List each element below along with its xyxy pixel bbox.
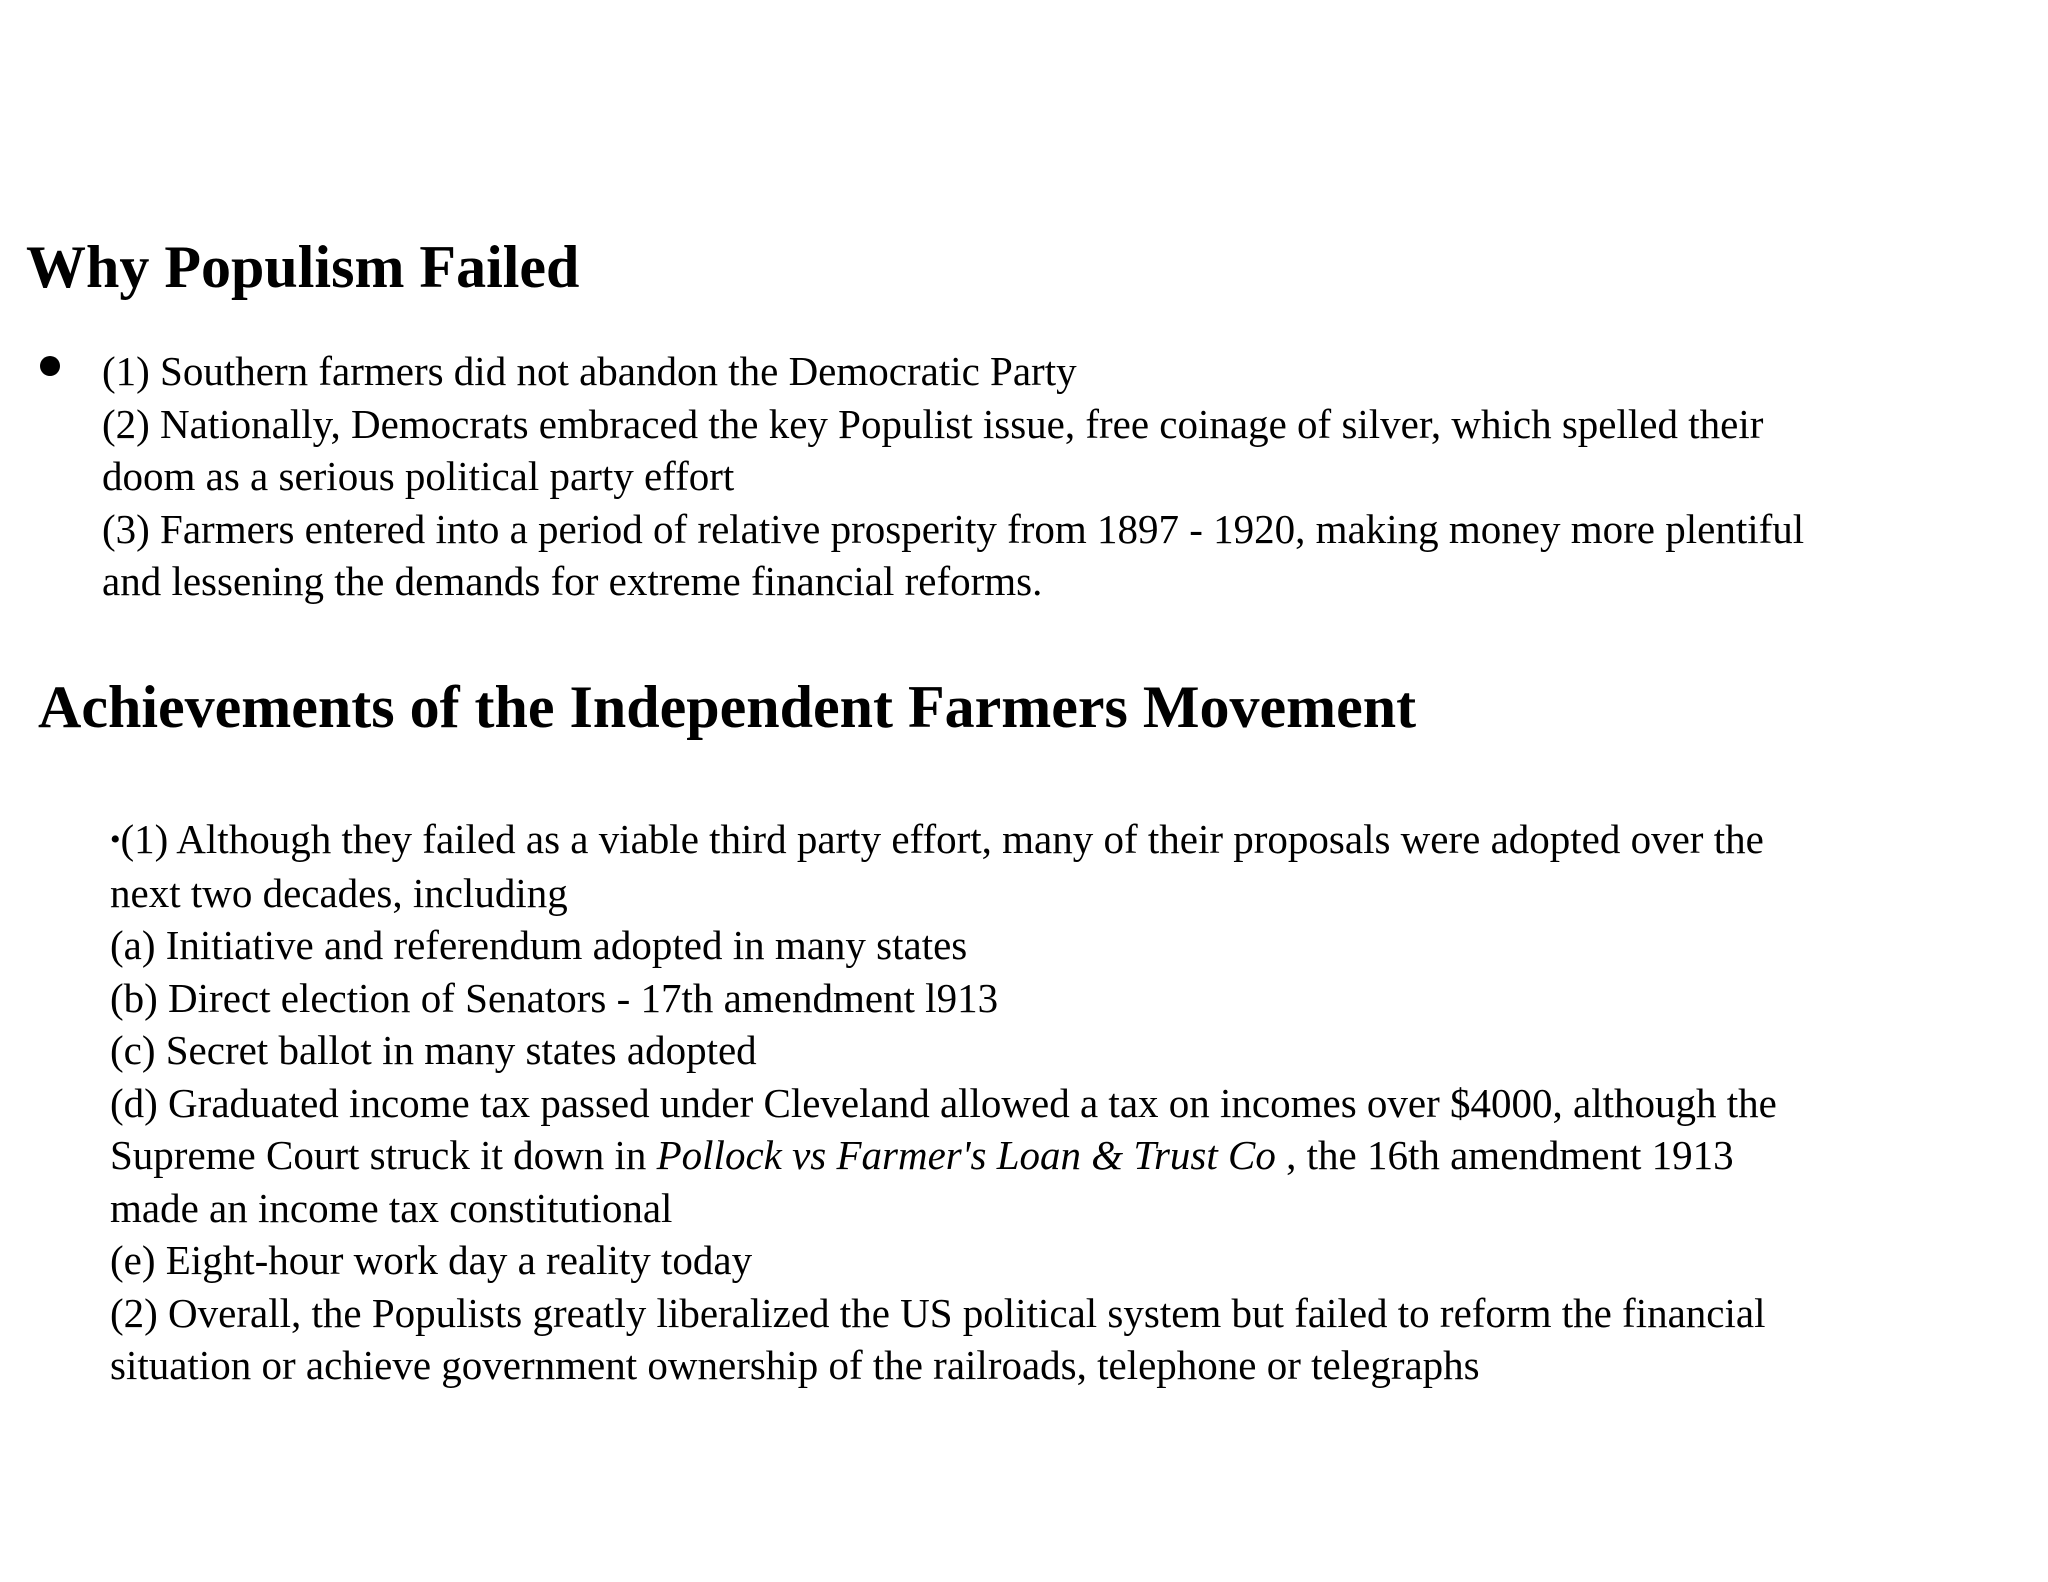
achievement-line: (a) Initiative and referendum adopted in many states	[110, 922, 968, 968]
reason-line: (1) Southern farmers did not abandon the Democratic Party	[102, 348, 1077, 394]
section-title-why-populism-failed: Why Populism Failed	[26, 234, 580, 300]
achievements-list	[110, 813, 2040, 1392]
achievement-line: (d) Graduated income tax passed under Cleveland allowed a tax on incomes over $4000, although the	[110, 1079, 1777, 1126]
reason-line: and lessening the demands for extreme financial reforms.	[102, 558, 1043, 604]
achievement-line: made an income tax constitutional	[110, 1184, 673, 1231]
achievement-line: (2) Overall, the Populists greatly liberalized the US political system but failed to reform the financial	[110, 1289, 1766, 1336]
achievement-line: next two decades, including	[110, 869, 568, 916]
reason-line: doom as a serious political party effort	[102, 453, 735, 499]
why-populism-failed-list	[102, 345, 2042, 608]
achievement-line	[110, 813, 2040, 867]
bullet-icon: •	[110, 823, 121, 856]
achievement-text: (1) Although they failed as a viable third party effort, many of their proposals were adopted over the	[120, 816, 1764, 862]
achievement-text: Supreme Court struck it down in	[110, 1132, 657, 1178]
bullet-icon	[40, 356, 60, 376]
achievement-line: (e) Eight-hour work day a reality today	[110, 1237, 753, 1283]
achievement-line: situation or achieve government ownership of the railroads, telephone or telegraphs	[110, 1342, 1480, 1388]
achievement-line: (b) Direct election of Senators - 17th amendment l913	[110, 974, 999, 1021]
achievement-line	[110, 1129, 2040, 1182]
section-title-achievements: Achievements of the Independent Farmers Movement	[38, 674, 1417, 740]
reason-line: (2) Nationally, Democrats embraced the key Populist issue, free coinage of silver, which spelled their	[102, 400, 1764, 447]
court-case-name: Pollock vs Farmer's Loan & Trust Co	[656, 1132, 1276, 1178]
achievement-line: (c) Secret ballot in many states adopted	[110, 1027, 757, 1073]
reason-line: (3) Farmers entered into a period of relative prosperity from 1897 - 1920, making money more plentiful	[102, 505, 1805, 552]
achievement-text: , the 16th amendment 1913	[1275, 1132, 1734, 1178]
